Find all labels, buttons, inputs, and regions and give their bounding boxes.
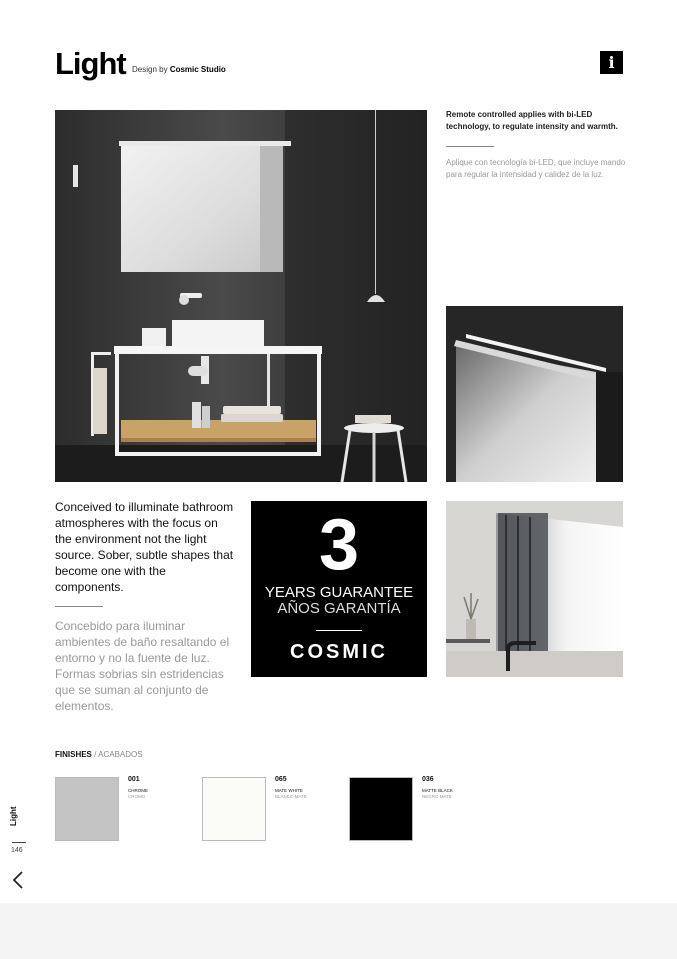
brand-logo: COSMIC	[290, 641, 388, 663]
designer-byline	[132, 65, 226, 74]
info-icon[interactable]: i	[600, 51, 623, 74]
finishes-heading	[55, 750, 143, 759]
mirror-scene-image	[446, 501, 623, 677]
finish-name-es: BLANCO MATE	[275, 794, 307, 799]
guarantee-label-es: AÑOS GARANTÍA	[277, 600, 401, 617]
main-product-photo	[55, 110, 427, 482]
lamp-closeup-image	[446, 306, 623, 482]
finish-name-en: CHROME	[128, 788, 148, 793]
finish-swatch-mate-white[interactable]	[202, 777, 266, 841]
feature-text-en: Remote controlled applies with bi-LED technology, to regulate intensity and warmth.	[446, 110, 618, 131]
page-title: Light	[55, 46, 126, 81]
page-number: 146	[11, 847, 23, 854]
mirror-detail-photo	[446, 501, 623, 677]
side-divider	[12, 842, 26, 843]
footer-band	[0, 903, 677, 959]
guarantee-divider	[316, 630, 362, 631]
finish-swatch-chrome[interactable]	[55, 777, 119, 841]
feature-text-es: Aplique con tecnología bi-LED, que incluye mando para regular la intensidad y calidez de la luz.	[446, 158, 626, 179]
finishes-title: FINISHES	[55, 750, 92, 759]
finish-name-es: CROMO	[128, 794, 146, 799]
byline-prefix: Design by	[132, 65, 168, 74]
section-side-label: Light	[9, 806, 18, 826]
lamp-detail-photo	[446, 306, 623, 482]
finish-code: 065	[275, 776, 287, 783]
divider	[55, 606, 103, 607]
chevron-left-icon	[10, 869, 26, 891]
back-chevron-icon[interactable]	[10, 869, 26, 891]
guarantee-label-en: YEARS GUARANTEE	[264, 584, 414, 601]
guarantee-badge	[251, 501, 427, 677]
byline-studio: Cosmic Studio	[169, 65, 226, 74]
finish-name-en: MATTE BLACK	[422, 788, 453, 793]
finish-name-en: MATE WHITE	[275, 788, 303, 793]
bathroom-scene-image	[55, 110, 427, 482]
description-es: Concebido para iluminar ambientes de baño resaltando el entorno y no la fuente de luz. Formas sobrias sin estridencias que se suman al conjunto de elementos.	[55, 619, 230, 713]
description-en: Conceived to illuminate bathroom atmospheres with the focus on the environment not the light source. Sober, subtle shapes that become one with the components.	[55, 500, 234, 594]
finish-name-es: NEGRO MATE	[422, 794, 452, 799]
finishes-title-es: / ACABADOS	[94, 750, 143, 759]
finish-code: 001	[128, 776, 140, 783]
finish-swatch-matte-black[interactable]	[349, 777, 413, 841]
guarantee-years: 3	[318, 505, 360, 585]
divider	[446, 146, 494, 147]
finish-code: 036	[422, 776, 434, 783]
